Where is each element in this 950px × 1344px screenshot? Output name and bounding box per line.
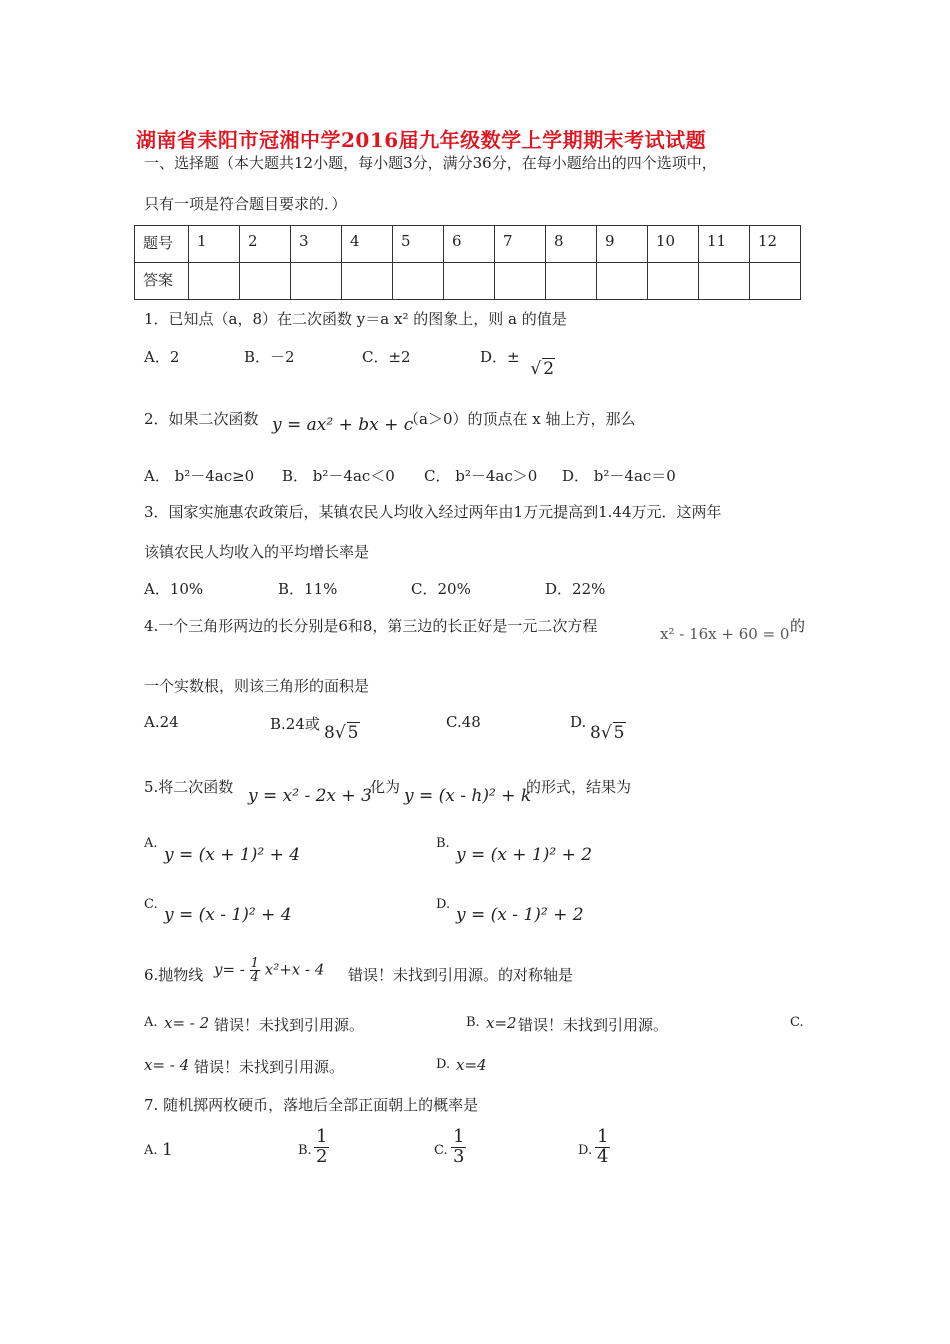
q5-formula1: y = x² - 2x + 3 xyxy=(248,786,372,806)
table-cell: 9 xyxy=(597,226,648,263)
q5-suffix: 的形式，结果为 xyxy=(526,778,632,796)
table-cell: 12 xyxy=(750,226,801,263)
q6-frac-num: 1 xyxy=(250,956,259,971)
q5-mid: 化为 xyxy=(370,778,401,796)
q6-suffix: 错误！未找到引用源。的对称轴是 xyxy=(348,966,574,984)
q4-option-d-coef: 8 xyxy=(590,723,601,743)
table-cell: 2 xyxy=(240,226,291,263)
table-cell: 11 xyxy=(699,226,750,263)
table-header-label: 题号 xyxy=(135,226,189,263)
answer-cell[interactable] xyxy=(699,263,750,300)
q1-option-d-prefix: D．± xyxy=(480,348,520,366)
table-answer-label: 答案 xyxy=(135,263,189,300)
q4-option-b-math: 8√ 5 xyxy=(324,723,359,743)
q4-option-b-rad: 5 xyxy=(347,723,359,743)
q5-formula2: y = (x - h)² + k xyxy=(404,786,532,806)
q6-tail: x²+x - 4 xyxy=(264,960,325,979)
q7-option-a-val: 1 xyxy=(162,1140,173,1160)
q5-option-c-label: C. xyxy=(144,897,158,912)
table-cell: 5 xyxy=(393,226,444,263)
q4-option-b-coef: 8 xyxy=(324,723,335,743)
q2-option-d: D． b²－4ac＝0 xyxy=(562,467,676,485)
q6-option-a-label: A. xyxy=(144,1015,158,1030)
q7-option-c-frac xyxy=(451,1128,466,1167)
q4-formula: x² - 16x + 60 = 0 xyxy=(660,625,790,643)
q4-option-d-prefix: D. xyxy=(570,713,587,731)
q6-frac-den: 4 xyxy=(250,970,259,985)
q5-option-b-label: B. xyxy=(436,836,450,851)
answer-cell[interactable] xyxy=(189,263,240,300)
q5-option-d-label: D. xyxy=(436,897,451,912)
q4-option-d-rad: 5 xyxy=(613,723,625,743)
q6-fraction xyxy=(250,957,260,984)
table-cell: 7 xyxy=(495,226,546,263)
answer-cell[interactable] xyxy=(393,263,444,300)
table-row-answers xyxy=(135,263,801,300)
q3-option-c: C．20% xyxy=(411,580,471,598)
q5-option-c: y = (x - 1)² + 4 xyxy=(164,905,292,925)
q6-y-eq: y= - xyxy=(214,960,245,979)
q6-option-a-err: 错误！未找到引用源。 xyxy=(214,1016,365,1034)
q7-option-d-label: D. xyxy=(578,1143,593,1158)
q4-option-a: A.24 xyxy=(144,713,179,731)
answer-cell[interactable] xyxy=(342,263,393,300)
q1-option-c: C．±2 xyxy=(362,348,411,366)
q1-option-b: B．－2 xyxy=(244,348,295,366)
q1-option-a: A．2 xyxy=(144,348,180,366)
answer-cell[interactable] xyxy=(750,263,801,300)
table-row-numbers xyxy=(135,226,801,263)
q3-line2: 该镇农民人均收入的平均增长率是 xyxy=(144,543,370,561)
q4-de: 的 xyxy=(790,617,806,635)
q2-prefix: 2．如果二次函数 xyxy=(144,410,259,428)
q5-option-a: y = (x + 1)² + 4 xyxy=(164,845,301,865)
table-cell: 6 xyxy=(444,226,495,263)
q7-c-den: 3 xyxy=(453,1145,465,1167)
q7-option-b-label: B. xyxy=(298,1143,312,1158)
q1-option-d-radicand: 2 xyxy=(543,359,555,379)
q1-option-d: D．± √ 2 xyxy=(480,348,555,379)
q3-line1: 3．国家实施惠农政策后，某镇农民人均收入经过两年由1万元提高到1.44万元．这两年 xyxy=(144,503,722,521)
answer-table xyxy=(134,225,801,300)
answer-cell[interactable] xyxy=(597,263,648,300)
q4-line2: 一个实数根，则该三角形的面积是 xyxy=(144,677,370,695)
q5-option-a-label: A. xyxy=(144,836,158,851)
q2-suffix: （a＞0）的顶点在 x 轴上方，那么 xyxy=(404,410,636,428)
q6-option-d-val: x=4 xyxy=(456,1056,487,1074)
q5-option-d: y = (x - 1)² + 2 xyxy=(456,905,584,925)
q4-option-d-math: 8√ 5 xyxy=(590,723,625,743)
table-cell: 8 xyxy=(546,226,597,263)
q1-stem: 1．已知点（a，8）在二次函数 y＝a x² 的图象上，则 a 的值是 xyxy=(144,310,567,328)
q7-stem: 7. 随机掷两枚硬币，落地后全部正面朝上的概率是 xyxy=(144,1096,479,1114)
q7-option-b-frac xyxy=(314,1128,329,1167)
q4-line1: 4.一个三角形两边的长分别是6和8，第三边的长正好是一元二次方程 xyxy=(144,617,598,635)
q5-option-b: y = (x + 1)² + 2 xyxy=(456,845,593,865)
section1-line2: 只有一项是符合题目要求的．） xyxy=(144,195,347,213)
q6-option-b-err: 错误！未找到引用源。 xyxy=(518,1016,669,1034)
q7-b-num: 1 xyxy=(316,1126,328,1147)
page-title: 湖南省耒阳市冠湘中学2016届九年级数学上学期期末考试试题 xyxy=(136,128,707,152)
answer-cell[interactable] xyxy=(546,263,597,300)
q3-option-d: D．22% xyxy=(545,580,606,598)
q4-option-b-prefix: B.24或 xyxy=(270,715,320,733)
q7-option-d-frac xyxy=(595,1128,610,1167)
q2-option-a: A． b²－4ac≥0 xyxy=(144,467,255,485)
table-cell: 3 xyxy=(291,226,342,263)
q6-option-c-val: x= - 4 xyxy=(144,1056,190,1074)
answer-cell[interactable] xyxy=(495,263,546,300)
q6-option-b-val: x=2 xyxy=(486,1014,517,1032)
q7-option-a-label: A. xyxy=(144,1143,158,1158)
q4-option-c: C.48 xyxy=(446,713,481,731)
q6-formula xyxy=(214,957,324,984)
answer-cell[interactable] xyxy=(444,263,495,300)
q7-b-den: 2 xyxy=(316,1145,328,1167)
q2-option-c: C． b²－4ac＞0 xyxy=(424,467,538,485)
section1-line1: 一、选择题（本大题共12小题，每小题3分，满分36分，在每小题给出的四个选项中， xyxy=(144,154,717,172)
q6-option-c-label: C. xyxy=(790,1015,804,1030)
q7-d-num: 1 xyxy=(597,1126,609,1147)
q5-prefix: 5.将二次函数 xyxy=(144,778,234,796)
table-cell: 10 xyxy=(648,226,699,263)
q2-formula: y = ax² + bx + c xyxy=(272,415,414,435)
q7-d-den: 4 xyxy=(597,1145,609,1167)
q6-option-a-val: x= - 2 xyxy=(164,1014,210,1032)
q7-option-c-label: C. xyxy=(434,1143,448,1158)
q3-option-b: B．11% xyxy=(278,580,338,598)
table-cell: 4 xyxy=(342,226,393,263)
q2-option-b: B． b²－4ac＜0 xyxy=(282,467,395,485)
table-cell: 1 xyxy=(189,226,240,263)
q6-prefix: 6.抛物线 xyxy=(144,966,204,984)
q6-option-d-label: D. xyxy=(436,1057,451,1072)
answer-cell[interactable] xyxy=(240,263,291,300)
q6-option-c-err: 错误！未找到引用源。 xyxy=(194,1058,345,1076)
answer-cell[interactable] xyxy=(291,263,342,300)
q3-option-a: A．10% xyxy=(144,580,204,598)
q7-c-num: 1 xyxy=(453,1126,465,1147)
answer-cell[interactable] xyxy=(648,263,699,300)
q6-option-b-label: B. xyxy=(466,1015,480,1030)
